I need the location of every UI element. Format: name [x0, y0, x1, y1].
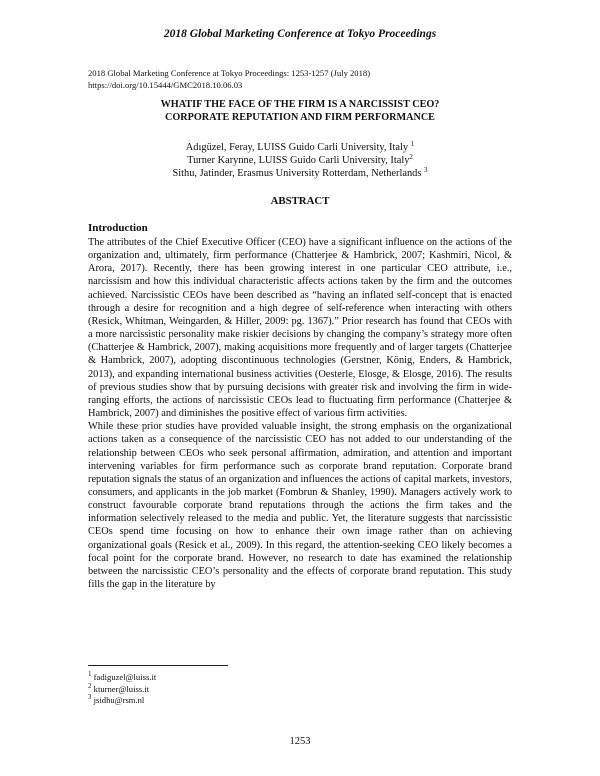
author-text: Turner Karynne, LUISS Guido Carli University, Italy [187, 155, 410, 167]
footnote-mark: 3 [424, 166, 428, 175]
footnote-divider [88, 665, 228, 666]
footnote-email[interactable]: fadiguzel@luiss.it [93, 672, 157, 682]
author-line [88, 141, 512, 154]
author-line [88, 167, 512, 180]
footnote-mark: 3 [88, 693, 92, 701]
author-text: Sithu, Jatinder, Erasmus University Rotterdam, Netherlands [172, 168, 422, 180]
footnote-email[interactable]: kturner@luiss.it [93, 683, 150, 694]
footnote-email[interactable]: jsidhu@rsm.nl [93, 695, 145, 705]
title-line-1: WHATIF THE FACE OF THE FIRM IS A NARCISSIST CEO? [160, 99, 440, 110]
footnote-mark: 2 [409, 153, 413, 162]
author-line [88, 154, 512, 167]
footnote-mark: 1 [88, 670, 92, 678]
running-header: 2018 Global Marketing Conference at Tokyo Proceedings [163, 28, 437, 40]
citation-line: 2018 Global Marketing Conference at Tokyo Proceedings: 1253-1257 (July 2018) [88, 68, 371, 78]
doi-line: https://doi.org/10.15444/GMC2018.10.06.03 [88, 79, 243, 90]
citation-block [88, 68, 370, 91]
author-text: Adıgüzel, Feray, LUISS Guido Carli University, Italy [185, 142, 409, 153]
page-number: 1253 [289, 736, 311, 747]
footnote-mark: 2 [88, 681, 92, 690]
section-heading: Introduction [88, 222, 148, 234]
title-line-2: CORPORATE REPUTATION AND FIRM PERFORMANCE [165, 112, 435, 123]
footnotes [88, 672, 156, 707]
footnote-mark: 1 [410, 140, 415, 148]
footnote [88, 681, 156, 696]
body-text [88, 236, 512, 591]
paper-title [88, 98, 512, 124]
paragraph: The attributes of the Chief Executive Officer (CEO) have a significant influence on the actions of the organization and, ultimately, firm performance (Chatterjee & Hambrick, 2007; Kashmiri, Nicol, & Arora, 2017). Recently, there has been growing interest in one particular CEO attribute, i.e., narcissism and how this individual characteristic affects actions taken by the firm and the outcomes achieved. Narcissistic CEOs have been described as “having an inflated self-concept that is enacted through a desire for recognition and a high degree of self-reference when interacting with others (Resick, Whitman, Weingarden, & Hiller, 2009: pg. 1367).” Prior research has found that CEOs with a more narcissistic personality make riskier decisions by changing the company’s strategy more often (Chatterjee & Hambrick, 2007), making acquisitions more frequently and of larger targets (Chatterjee & Hambrick, 2007), adopting discontinuous technologies (Gerstner, König, Enders, & Hambrick, 2013), and expanding international business activities (Oesterle, Elosge, & Elosge, 2016). The results of previous studies show that by pursuing decisions with greater risk and involving the firm in wide-ranging efforts, the actions of narcissistic CEOs lead to fluctuating firm performance (Chatterjee & Hambrick, 2007) and diminishes the positive effect of various firm activities. [88, 237, 512, 420]
abstract-heading: ABSTRACT [270, 195, 330, 207]
author-list [88, 141, 512, 181]
footnote [88, 672, 156, 684]
paragraph: While these prior studies have provided valuable insight, the strong emphasis on the organizational actions taken as a consequence of the narcissistic CEO has not added to our understanding of the relationship between CEOs who seek personal affirmation, admiration, and attention and important intervening variables for firm performance such as corporate brand reputation. Corporate brand reputation signals the status of an organization and influences the actions of capital markets, investors, consumers, and applicants in the job market (Fombrun & Shanley, 1990). Managers actively work to construct favourable corporate brand reputations through the actions the firm takes and the information selectively released to the media and public. Yet, the literature suggests that narcissistic CEOs spend time focusing on how to enhance their own image rather than on achieving organizational goals (Resick et al., 2009). In this regard, the attention-seeking CEO likely becomes a focal point for the corporate brand. However, no research to date has examined the relationship between the narcissistic CEO’s personality and the effects of corporate brand reputation. This study fills the gap in the literature by [88, 421, 512, 591]
footnote [88, 695, 156, 707]
